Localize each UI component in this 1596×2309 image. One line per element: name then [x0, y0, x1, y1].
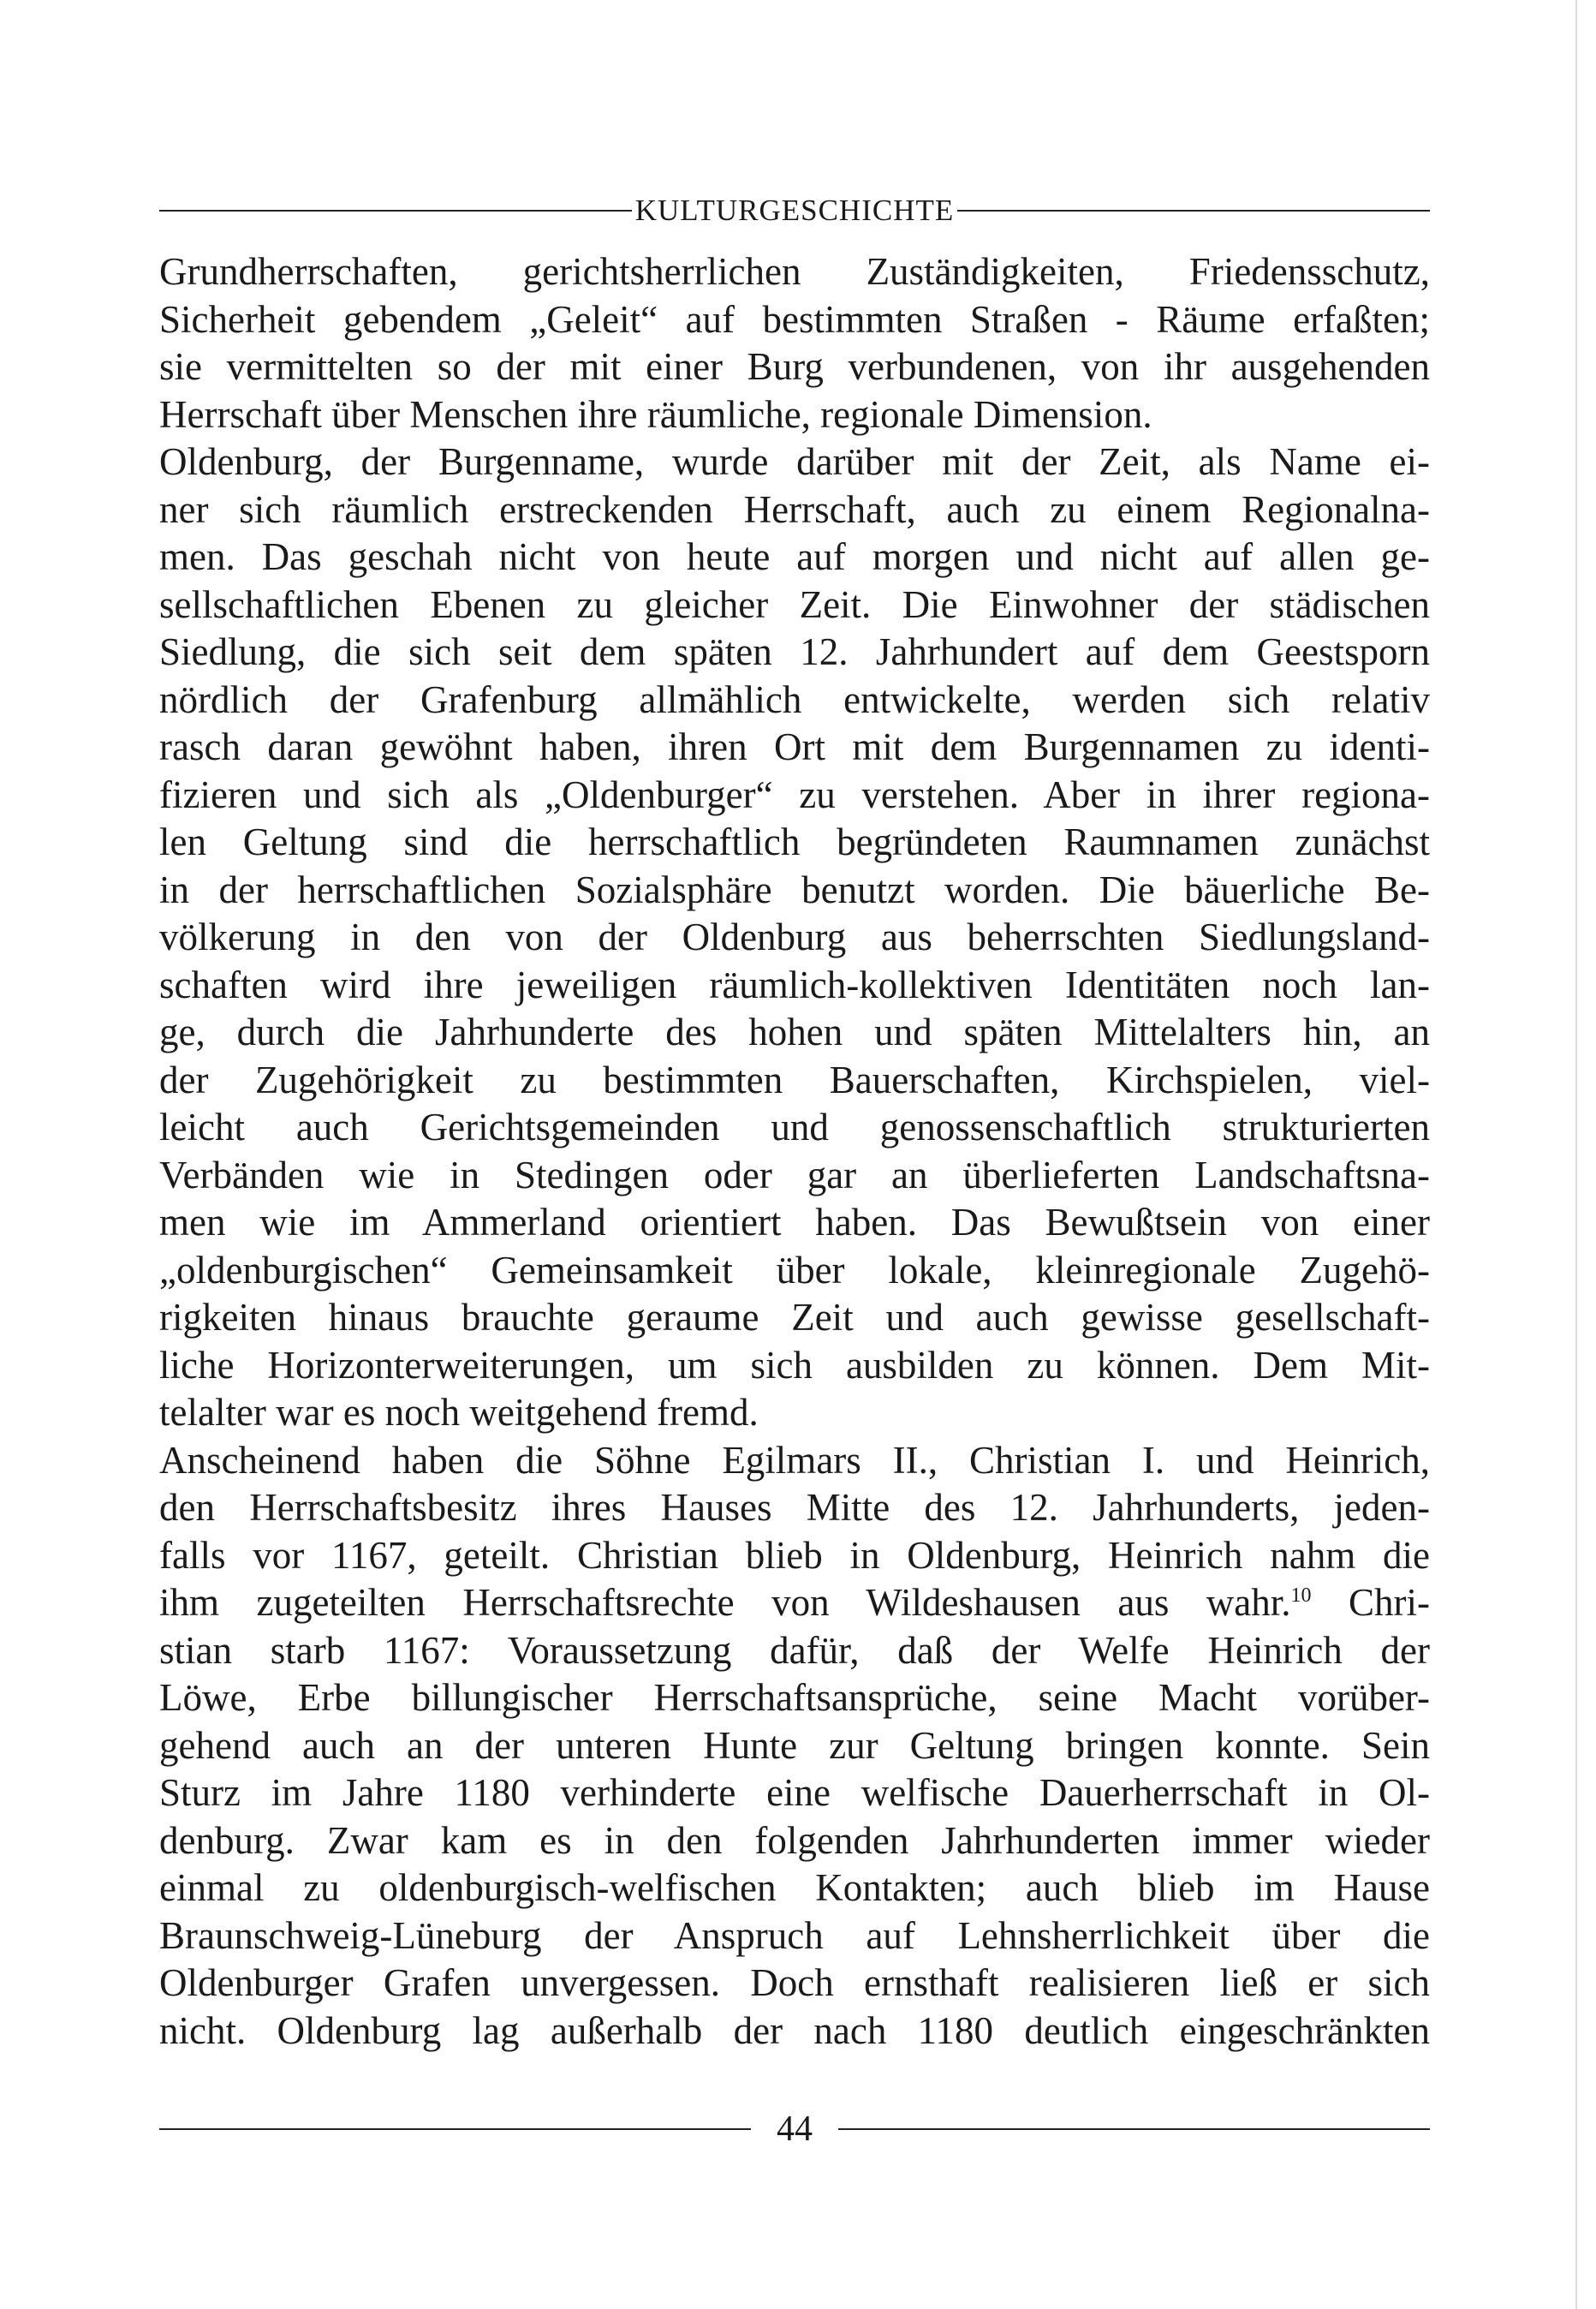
text-line: sellschaftlichen Ebenen zu gleicher Zeit. Die Einwohner der städischen: [159, 582, 1430, 626]
text-line: liche Horizonterweiterungen, um sich ausbilden zu können. Dem Mit-: [159, 1343, 1430, 1387]
page-number: 44: [777, 2109, 813, 2149]
text-line: ge, durch die Jahrhunderte des hohen und späten Mittelalters hin, an: [159, 1011, 1430, 1053]
text-line: nicht. Oldenburg lag außerhalb der nach 1180 deutlich eingeschränkten: [159, 2008, 1430, 2052]
text-line: „oldenburgischen“ Gemeinsamkeit über lokale, kleinregionale Zugehö-: [159, 1248, 1430, 1292]
text-line: telalter war es noch weitgehend fremd.: [159, 1391, 759, 1434]
text-line: einmal zu oldenburgisch-welfischen Kontakten; auch blieb im Hause: [159, 1866, 1430, 1909]
text-line: leicht auch Gerichtsgemeinden und genossenschaftlich strukturierten: [159, 1106, 1430, 1149]
text-line: gehend auch an der unteren Hunte zur Geltung bringen konnte. Sein: [159, 1723, 1430, 1767]
footer-rule-right: [838, 2128, 1430, 2130]
header-rule-left: [159, 210, 632, 212]
text-line: Löwe, Erbe billungischer Herrschaftsansprüche, seine Macht vorüber-: [159, 1676, 1430, 1719]
text-line: Oldenburg, der Burgenname, wurde darüber mit der Zeit, als Name ei-: [159, 440, 1430, 483]
body-text: [159, 248, 1430, 2055]
text-line: Oldenburger Grafen unvergessen. Doch ernsthaft realisieren ließ er sich: [159, 1961, 1430, 2004]
text-line: völkerung in den von der Oldenburg aus beherrschten Siedlungsland-: [159, 916, 1430, 958]
text-line: Braunschweig-Lüneburg der Anspruch auf Lehnsherrlichkeit über die: [159, 1913, 1430, 1957]
text-line: Sturz im Jahre 1180 verhinderte eine welfische Dauerherrschaft in Ol-: [159, 1771, 1430, 1814]
text-line: denburg. Zwar kam es in den folgenden Jahrhunderten immer wieder: [159, 1818, 1430, 1862]
header-rule-right: [957, 210, 1430, 212]
footnote-reference: 10: [1290, 1584, 1312, 1607]
text-line: rasch daran gewöhnt haben, ihren Ort mit dem Burgennamen zu identi-: [159, 725, 1430, 768]
scan-edge-line: [1575, 0, 1577, 2309]
page-footer: [159, 2103, 1430, 2155]
text-line: falls vor 1167, geteilt. Christian blieb in Oldenburg, Heinrich nahm die: [159, 1533, 1430, 1577]
text-line: Verbänden wie in Stedingen oder gar an überlieferten Landschaftsna-: [159, 1153, 1430, 1196]
text-line: rigkeiten hinaus brauchte geraume Zeit und auch gewisse gesellschaft-: [159, 1296, 1430, 1339]
text-line: in der herrschaftlichen Sozialsphäre benutzt worden. Die bäuerliche Be-: [159, 868, 1430, 911]
text-line: schaften wird ihre jeweiligen räumlich-kollektiven Identitäten noch lan-: [159, 963, 1430, 1006]
text-line: men wie im Ammerland orientiert haben. Das Bewußtsein von einer: [159, 1201, 1430, 1244]
running-header: [159, 188, 1430, 233]
text-line: der Zugehörigkeit zu bestimmten Bauerschaften, Kirchspielen, viel-: [159, 1058, 1430, 1101]
text-line: nördlich der Grafenburg allmählich entwickelte, werden sich relativ: [159, 677, 1430, 721]
text-line: Grundherrschaften, gerichtsherrlichen Zuständigkeiten, Friedensschutz,: [159, 250, 1430, 293]
text-segment: Chri-: [1311, 1581, 1430, 1624]
text-line: len Geltung sind die herrschaftlich begründeten Raumnamen zunächst: [159, 820, 1430, 863]
text-line: fizieren und sich als „Oldenburger“ zu verstehen. Aber in ihrer regiona-: [159, 773, 1430, 816]
text-line: ner sich räumlich erstreckenden Herrschaft, auch zu einem Regionalna-: [159, 487, 1430, 531]
text-line: Herrschaft über Menschen ihre räumliche, regionale Dimension.: [159, 392, 1152, 436]
text-line: men. Das geschah nicht von heute auf morgen und nicht auf allen ge-: [159, 535, 1430, 578]
text-line: Sicherheit gebendem „Geleit“ auf bestimmten Straßen - Räume erfaßten;: [159, 297, 1430, 341]
text-line: stian starb 1167: Voraussetzung dafür, daß der Welfe Heinrich der: [159, 1628, 1430, 1672]
header-title: KULTURGESCHICHTE: [634, 194, 955, 227]
text-line: Anscheinend haben die Söhne Egilmars II., Christian I. und Heinrich,: [159, 1438, 1430, 1482]
text-line: Siedlung, die sich seit dem späten 12. Jahrhundert auf dem Geestsporn: [159, 630, 1430, 673]
text-line-with-footnote: [159, 1579, 1430, 1627]
footer-rule-left: [159, 2128, 751, 2130]
text-line: den Herrschaftsbesitz ihres Hauses Mitte des 12. Jahrhunderts, jeden-: [159, 1486, 1430, 1529]
text-line: sie vermittelten so der mit einer Burg verbundenen, von ihr ausgehenden: [159, 345, 1430, 388]
text-segment: ihm zugeteilten Herrschaftsrechte von Wildeshausen aus wahr.: [159, 1581, 1291, 1624]
